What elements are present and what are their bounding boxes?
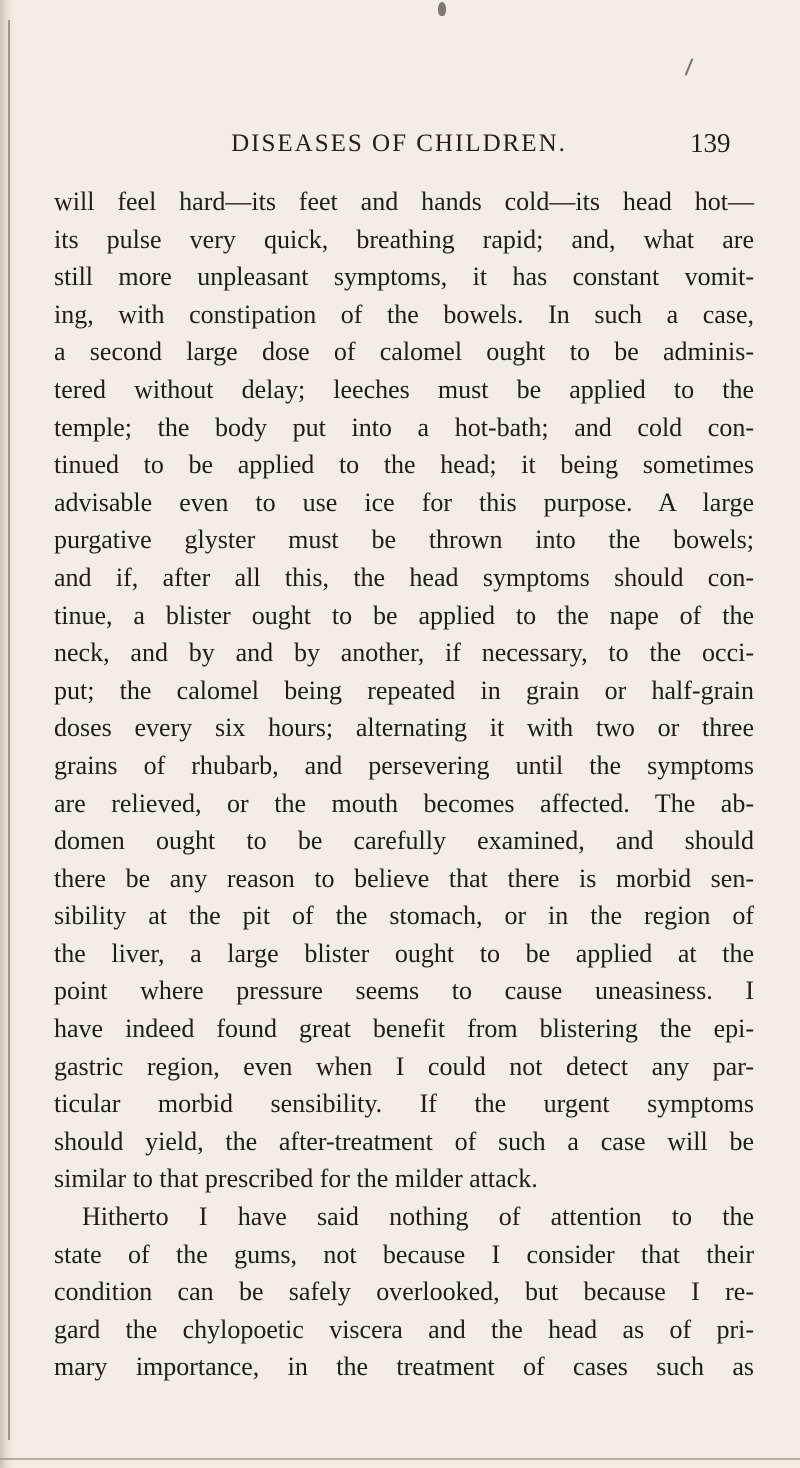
- text-line: tinued to be applied to the head; it being sometimes: [54, 450, 754, 480]
- page-number: 139: [690, 128, 731, 158]
- page-bottom-edge: [0, 1458, 800, 1460]
- text-line: domen ought to be carefully examined, and should: [54, 826, 754, 856]
- text-line: and if, after all this, the head symptoms should con-: [54, 562, 754, 592]
- text-line: will feel hard—its feet and hands cold—its head hot—: [54, 187, 754, 216]
- text-line: point where pressure seems to cause uneasiness. I: [54, 976, 754, 1006]
- text-line: there be any reason to believe that there is morbid sen-: [54, 863, 754, 893]
- page-header: [0, 130, 800, 170]
- text-line: still more unpleasant symptoms, it has constant vomit-: [54, 262, 754, 292]
- text-line: a second large dose of calomel ought to be adminis-: [54, 337, 754, 367]
- page-gutter-shadow: [0, 0, 14, 1468]
- text-line: grains of rhubarb, and persevering until the symptoms: [54, 750, 754, 780]
- text-line: ing, with constipation of the bowels. In such a case,: [54, 299, 754, 329]
- text-line: tered without delay; leeches must be applied to the: [54, 374, 754, 404]
- text-line: doses every six hours; alternating it with two or three: [54, 713, 754, 743]
- body-text: [54, 183, 754, 1386]
- text-line: the liver, a large blister ought to be applied at the: [54, 938, 754, 968]
- text-line: mary importance, in the treatment of cases such as: [54, 1352, 754, 1382]
- text-line: put; the calomel being repeated in grain or half-grain: [54, 675, 754, 705]
- running-head: DISEASES OF CHILDREN.: [231, 130, 567, 157]
- text-line: temple; the body put into a hot-bath; and cold con-: [54, 412, 754, 442]
- text-line: should yield, the after-treatment of such a case will be: [54, 1126, 754, 1156]
- text-line: gard the chylopoetic viscera and the head as of pri-: [54, 1314, 754, 1344]
- text-line: Hitherto I have said nothing of attention to the: [82, 1202, 754, 1232]
- text-line: its pulse very quick, breathing rapid; and, what are: [54, 224, 754, 254]
- text-line: purgative glyster must be thrown into the bowels;: [54, 525, 754, 555]
- text-line: state of the gums, not because I consider that their: [54, 1239, 754, 1269]
- text-line: have indeed found great benefit from blistering the epi-: [54, 1014, 754, 1044]
- text-line: gastric region, even when I could not detect any par-: [54, 1051, 754, 1081]
- text-line: tinue, a blister ought to be applied to the nape of the: [54, 600, 754, 630]
- text-line: condition can be safely overlooked, but because I re-: [54, 1277, 754, 1307]
- gutter-line: [8, 20, 10, 1440]
- text-line: similar to that prescribed for the milder attack.: [54, 1164, 538, 1194]
- pencil-mark: [685, 58, 694, 75]
- text-line: ticular morbid sensibility. If the urgent symptoms: [54, 1089, 754, 1119]
- ink-speck: [438, 2, 446, 16]
- text-line: neck, and by and by another, if necessary, to the occi-: [54, 638, 754, 668]
- text-line: are relieved, or the mouth becomes affected. The ab-: [54, 788, 754, 818]
- text-line: sibility at the pit of the stomach, or in the region of: [54, 901, 754, 931]
- text-line: advisable even to use ice for this purpose. A large: [54, 487, 754, 517]
